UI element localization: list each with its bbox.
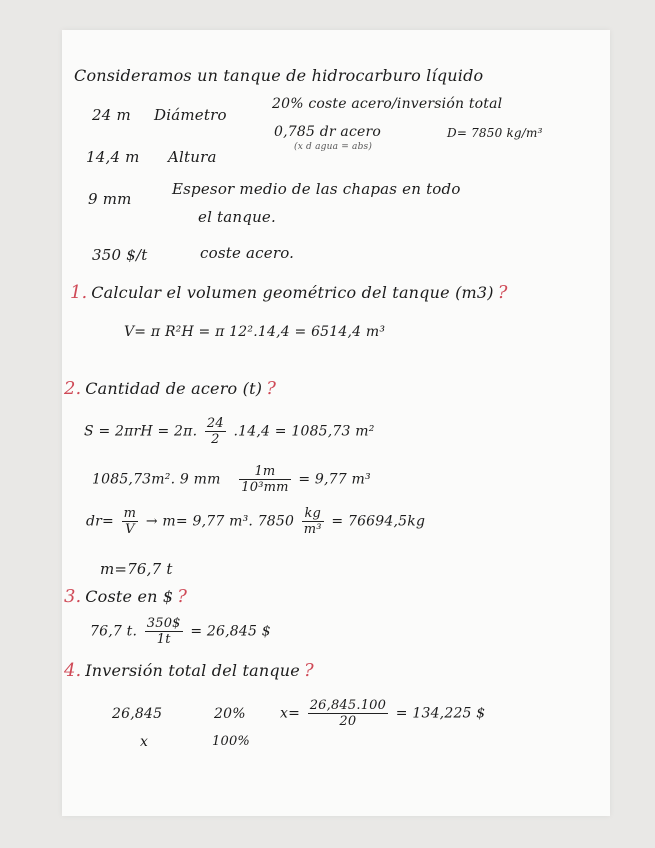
question-1-mark: ?: [497, 282, 508, 303]
mass-equation: [86, 506, 425, 537]
surface-eq-left: S = 2πrH = 2π.: [84, 423, 198, 440]
investment-eq-right: = 134,225 $: [395, 705, 486, 722]
steel-density: D= 7850 kg/m³: [447, 126, 543, 140]
cost-eq-right: = 26,845 $: [190, 623, 271, 640]
mass-eq-mid: → m= 9,77 m³. 7850: [145, 513, 295, 530]
mass-eq-right: = 76694,5kg: [331, 513, 426, 530]
height-value: 14,4 m: [86, 148, 140, 166]
unit-conversion-fraction: [239, 464, 290, 495]
steel-volume-left: 1085,73m². 9 mm: [92, 471, 221, 488]
investment-fraction: [308, 698, 388, 729]
fraction-denominator: m³: [303, 522, 322, 537]
investment-eq-left: x=: [280, 705, 301, 722]
mass-eq-left: dr=: [86, 513, 114, 530]
thickness-label-cont: el tanque.: [198, 208, 276, 226]
fraction-numerator: m: [123, 506, 137, 521]
fraction-denominator: 10³mm: [241, 480, 289, 495]
investment-equation: [280, 698, 485, 729]
fraction-denominator: V: [125, 522, 135, 537]
relative-density: 0,785 dr acero: [274, 124, 382, 140]
volume-equation: V= π R²H = π 12².14,4 = 6514,4 m³: [124, 324, 386, 340]
question-2: [64, 378, 276, 399]
question-3: [64, 586, 187, 607]
diameter-value: 24 m: [92, 106, 131, 124]
question-1: [70, 282, 507, 303]
surface-equation: [84, 416, 375, 447]
fraction-numerator: 1m: [239, 464, 290, 480]
height-label: Altura: [168, 148, 217, 166]
question-2-number: 2.: [64, 378, 82, 399]
surface-eq-fraction: [205, 416, 226, 447]
surface-eq-right: .14,4 = 1085,73 m²: [233, 423, 375, 440]
question-4-text: Inversión total del tanque: [85, 661, 300, 680]
question-2-text: Cantidad de acero (t): [85, 379, 263, 398]
question-4-number: 4.: [64, 660, 82, 681]
question-3-mark: ?: [177, 586, 187, 607]
cost-fraction: [145, 616, 183, 647]
mass-result: m=76,7 t: [100, 560, 173, 578]
cost-eq-left: 76,7 t.: [90, 623, 138, 640]
density-note: (x d agua = abs): [294, 142, 373, 152]
question-2-mark: ?: [266, 378, 276, 399]
cost-equation: [90, 616, 271, 647]
rule-of-three-pct: 20%: [214, 706, 246, 722]
intro-line: Consideramos un tanque de hidrocarburo líquido: [74, 66, 484, 85]
density-fraction: [122, 506, 139, 537]
steel-cost-label: coste acero.: [200, 244, 295, 262]
rule-of-three-unknown: x: [140, 734, 149, 750]
thickness-label: Espesor medio de las chapas en todo: [172, 180, 461, 198]
steel-cost-ratio: 20% coste acero/inversión total: [272, 96, 503, 112]
fraction-denominator: 20: [339, 714, 357, 729]
notebook-page: [62, 30, 610, 816]
fraction-numerator: 350$: [146, 616, 181, 631]
question-1-text: Calcular el volumen geométrico del tanque (m3): [91, 283, 494, 302]
fraction-numerator: 24: [206, 416, 224, 431]
steel-volume-equation: [92, 464, 371, 495]
question-4: [64, 660, 314, 681]
rule-of-three-total-pct: 100%: [212, 734, 250, 749]
steel-cost-value: 350 $/t: [92, 246, 148, 264]
fraction-denominator: 1t: [156, 632, 171, 647]
density-unit-fraction: [302, 506, 324, 537]
diameter-label: Diámetro: [154, 106, 227, 124]
rule-of-three-cost: 26,845: [112, 706, 163, 722]
fraction-denominator: 2: [211, 432, 220, 447]
question-3-number: 3.: [64, 586, 82, 607]
thickness-value: 9 mm: [88, 190, 132, 208]
steel-volume-right: = 9,77 m³: [298, 471, 371, 488]
question-1-number: 1.: [70, 282, 88, 303]
fraction-numerator: kg: [302, 506, 324, 522]
question-4-mark: ?: [303, 660, 314, 681]
question-3-text: Coste en $: [85, 587, 174, 606]
fraction-numerator: 26,845.100: [309, 698, 387, 713]
